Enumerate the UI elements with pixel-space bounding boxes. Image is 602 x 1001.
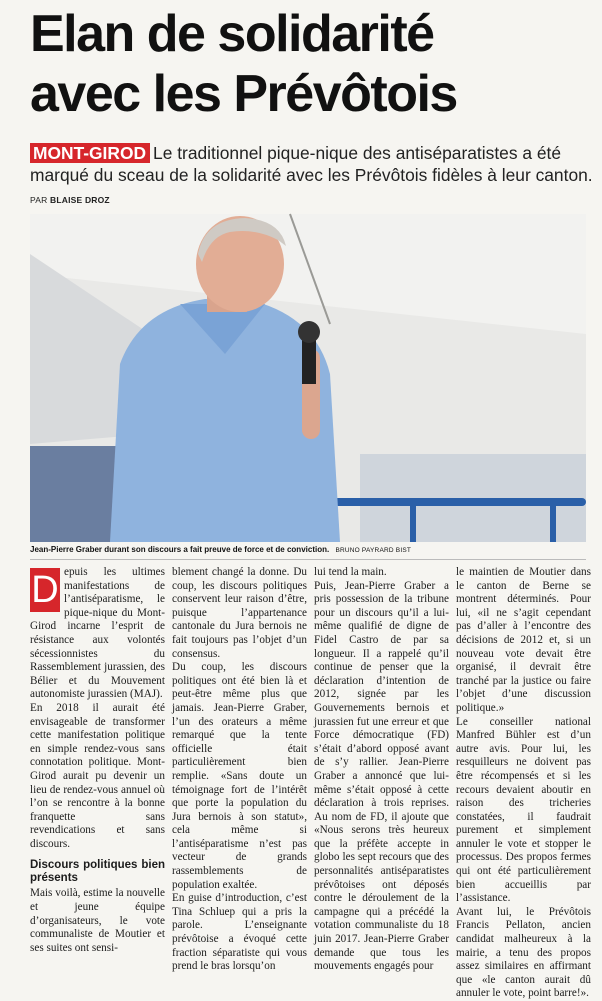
lead-text: Le traditionnel pique-nique des antiséparatistes a été marqué du sceau de la solidarité avec les Prévôtois fidèles à leur canton.: [30, 143, 593, 185]
paragraph: le maintien de Moutier dans le canton de Berne se montrent déterminés. Pour lui, «il ne s’agit cependant pas d’aller à l’encontre des décisions de 2012 et, si un nouveau vote devait être organisé, il devrait être tranché par la justice ou faire l’objet d’une discussion politique.»: [456, 566, 591, 714]
kicker-label: MONT-GIROD: [30, 143, 150, 163]
article-photo: [30, 214, 586, 542]
dropcap: D: [31, 569, 59, 611]
photo-caption: [30, 545, 590, 554]
article-column-3: [314, 566, 449, 973]
paragraph: En guise d’introduction, c’est Tina Schluep qui a pris la parole. L’enseignante prévôtoise a évoqué cette fraction séparatiste qui vous prend le bras lorsqu’on: [172, 892, 307, 973]
article-column-1: [30, 566, 165, 954]
speaker-photo-illustration: [30, 214, 586, 542]
paragraph: Puis, Jean-Pierre Graber a pris possession de la tribune pour un discours qu’il a lui-même qualifié de digne de Fidel Castro de par sa longueur. Il a rappelé qu’il continue de penser que la déclaration d’intention de 2012, signée par les Gouvernements bernois et jurassien fut une erreur et que Force démocratique (FD) s’était d’abord opposé avant de s’y rallier. Jean-Pierre Graber a annoncé que lui-même s’était opposé à cette déclaration à trois reprises. Au nom de FD, il ajoute que «Nous serons très heureux que la préfète accepte in globo les sept recours que des personnalités antiséparatistes prévôtoises ont déposés contre le déroulement de la campagne qui a précédé la votation communaliste du 18 juin 2017. Jean-Pierre Graber demande que tous les mouvements engagés pour: [314, 579, 449, 973]
article-column-4: [456, 566, 591, 1000]
divider: [30, 559, 586, 560]
article-column-2: [172, 566, 307, 973]
byline-author: BLAISE DROZ: [50, 195, 110, 205]
paragraph: blement changé la donne. Du coup, les discours politiques conservent leur raison d’être, puisque l’appartenance cantonale du Jura bernois ne fait toujours pas l’objet d’un consensus.: [172, 566, 307, 660]
byline-prefix: PAR: [30, 195, 48, 205]
paragraph: Avant lui, le Prévôtois Francis Pellaton, ancien candidat malheureux à la mairie, a tenu des propos assez similaires en affirmant que «le canton aurait dû annuler le vote, point barre!».: [456, 905, 591, 1000]
paragraph: Le conseiller national Manfred Bühler est d’un autre avis. Pour lui, les resquilleurs ne doivent pas être récompensés et si les recours devaient aboutir en raison des tricheries constatées, il faudrait purement et simplement annuler le vote et stopper le processus. Des propos fermes qui ont été particulièrement bien accueillis par l’assistance.: [456, 715, 591, 905]
subheading: Discours politiques bien présents: [30, 859, 165, 885]
headline-line-2: avec les Prévôtois: [30, 65, 457, 123]
byline: [30, 195, 110, 205]
paragraph: Du coup, les discours politiques ont été bien là et peut-être même plus que jamais. Jean-Pierre Graber, l’un des orateurs a même remarqué que la tente officielle était particulièrement bien remplie. «Sans doute un témoignage fort de l’intérêt que porte la population du Jura bernois à son statut», cela même si l’antiséparatisme n’est pas vecteur de grands rassemblements de population exaltée.: [172, 661, 307, 891]
lead-paragraph: [30, 142, 595, 186]
caption-text: Jean-Pierre Graber durant son discours a fait preuve de force et de conviction.: [30, 545, 330, 554]
headline: [30, 4, 590, 124]
headline-line-1: Elan de solidarité: [30, 5, 434, 63]
paragraph: epuis les ultimes manifestations de l’antiséparatisme, le pique-nique du Mont-Girod incarne l’esprit de résistance aux volontés sécessionnistes du Rassemblement jurassien, des Bélier et du Mouvement autonomiste jurassien (MAJ).: [30, 566, 165, 701]
photo-credit: BRUNO PAYRARD BIST: [335, 547, 412, 554]
paragraph: lui tend la main.: [314, 566, 387, 578]
paragraph: En 2018 il aurait été envisageable de transformer cette manifestation politique en simple rendez-vous sans connotation politique. Mont-Girod aurait pu devenir un lieu de rendez-vous annuel où l’on se rencontre à la bonne franquette sans revendications et sans discours.: [30, 701, 165, 850]
paragraph: Mais voilà, estime la nouvelle et jeune équipe d’organisateurs, le vote communaliste de Moutier et ses suites ont sensi-: [30, 887, 165, 954]
